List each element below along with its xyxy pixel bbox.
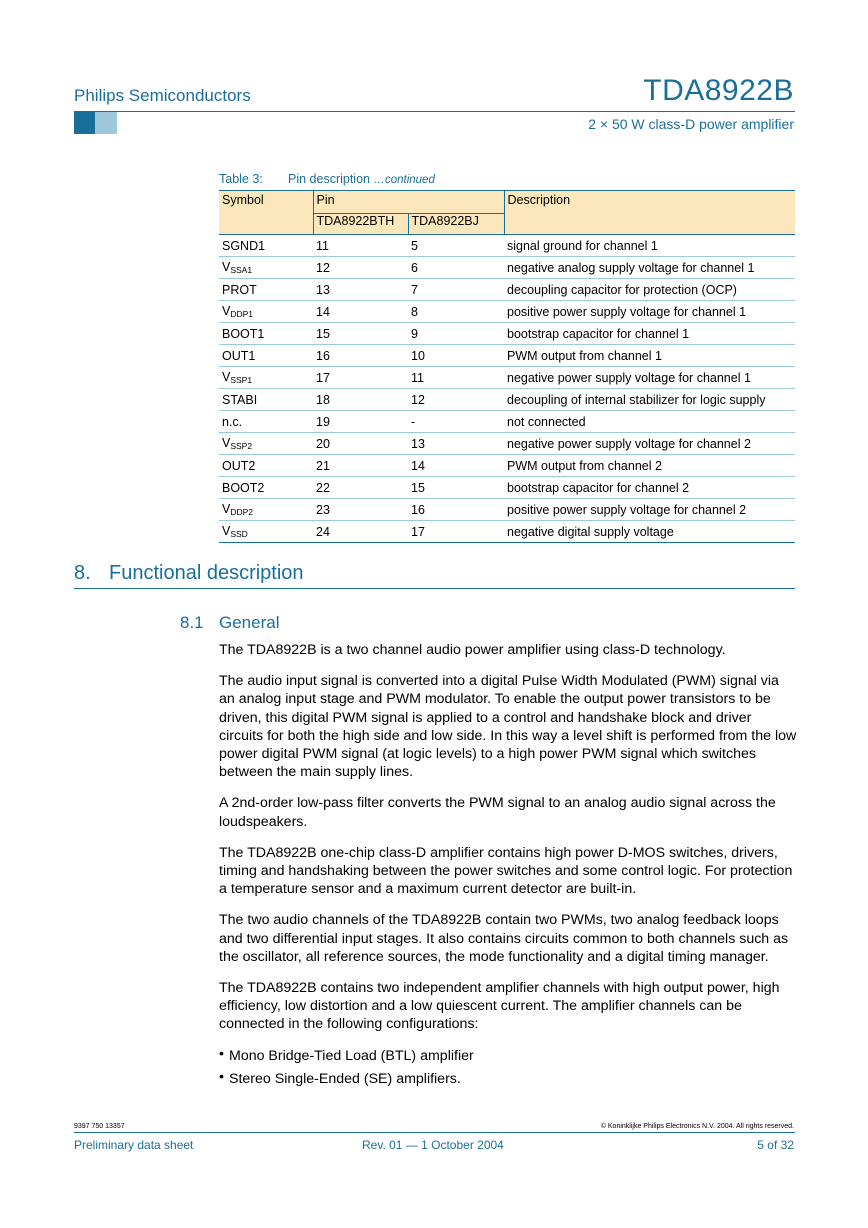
column-header-pin-tda8922bj: TDA8922BJ [408,214,504,235]
cell-description: negative analog supply voltage for channel 1 [504,257,795,279]
cell-pin-tda8922bth: 23 [313,499,408,521]
cell-description: decoupling capacitor for protection (OCP) [504,279,795,301]
table-row [219,235,795,257]
table-caption-number: Table 3: [219,172,263,186]
cell-pin-tda8922bj: 12 [408,389,504,411]
cell-symbol [219,323,313,345]
cell-symbol [219,235,313,257]
paragraph: A 2nd-order low-pass filter converts the PWM signal to an analog audio signal across the loudspeakers. [219,795,776,830]
cell-symbol [219,257,313,279]
body-text [219,641,797,1093]
cell-symbol [219,521,313,543]
header-divider [74,111,795,112]
cell-pin-tda8922bth: 21 [313,455,408,477]
cell-description: positive power supply voltage for channel 2 [504,499,795,521]
symbol-subscript: DDP2 [230,507,254,517]
table-row [219,279,795,301]
cell-symbol [219,389,313,411]
footer-revision: Rev. 01 — 1 October 2004 [362,1138,504,1152]
cell-description: positive power supply voltage for channel 1 [504,301,795,323]
table-row [219,389,795,411]
cell-pin-tda8922bth: 24 [313,521,408,543]
document-subtitle: 2 × 50 W class-D power amplifier [588,116,794,132]
table-row [219,521,795,543]
cell-description: PWM output from channel 2 [504,455,795,477]
cell-pin-tda8922bth: 13 [313,279,408,301]
symbol-text: V [222,370,231,384]
table-row [219,433,795,455]
table-row [219,301,795,323]
cell-pin-tda8922bj: 6 [408,257,504,279]
cell-pin-tda8922bj: 15 [408,477,504,499]
table-row [219,455,795,477]
symbol-subscript: SSD [230,529,248,539]
symbol-subscript: SSA1 [230,265,253,275]
column-header-description: Description [504,191,795,235]
symbol-text: OUT2 [222,458,256,473]
list-item-text: Stereo Single-Ended (SE) amplifiers. [229,1070,461,1087]
symbol-text: V [222,436,231,450]
section-number: 8. [74,562,91,584]
table-row [219,345,795,367]
list-item-text: Mono Bridge-Tied Load (BTL) amplifier [229,1047,474,1064]
cell-description: bootstrap capacitor for channel 2 [504,477,795,499]
cell-pin-tda8922bj: 10 [408,345,504,367]
cell-pin-tda8922bj: 5 [408,235,504,257]
table-row [219,257,795,279]
cell-pin-tda8922bth: 11 [313,235,408,257]
cell-symbol [219,279,313,301]
cell-pin-tda8922bj: - [408,411,504,433]
paragraph: The TDA8922B one-chip class-D amplifier contains high power D-MOS switches, drivers, timing and handshaking between the power switches and some control logic. For protection a temperature sensor and a maximum current detector are built-in. [219,844,793,898]
symbol-text: STABI [222,392,258,407]
cell-pin-tda8922bth: 18 [313,389,408,411]
cell-pin-tda8922bth: 12 [313,257,408,279]
cell-pin-tda8922bj: 9 [408,323,504,345]
bullet-icon: • [219,1068,224,1085]
symbol-text: SGND1 [222,238,266,253]
symbol-text: V [222,502,231,516]
cell-pin-tda8922bj: 14 [408,455,504,477]
footer-page-number: 5 of 32 [757,1138,794,1152]
header-logo-block-light [95,112,117,134]
cell-symbol [219,477,313,499]
cell-description: PWM output from channel 1 [504,345,795,367]
section-heading [74,562,304,585]
footer-document-type: Preliminary data sheet [74,1138,194,1152]
paragraph: The audio input signal is converted into a digital Pulse Width Modulated (PWM) signal via an analog input stage and PWM modulator. To enable the output power transistors to be driven, this digital PWM signal is applied to a control and handshake block and driver circuits for both the high side and low side. In this way a level shift is performed from the low power digital PWM signal (at logic levels) to a high power PWM signal which switches between the main supply lines. [219,673,797,781]
symbol-text: V [222,304,231,318]
table-caption-text: Pin description [288,172,374,186]
configuration-list [219,1047,797,1088]
cell-symbol [219,345,313,367]
symbol-text: PROT [222,282,257,297]
table-caption-continued: …continued [373,174,435,186]
cell-description: bootstrap capacitor for channel 1 [504,323,795,345]
pin-table-body [219,235,795,543]
table-row [219,477,795,499]
header-logo-block-dark [74,112,95,134]
cell-pin-tda8922bj: 16 [408,499,504,521]
symbol-text: BOOT2 [222,480,265,495]
bullet-icon: • [219,1045,224,1062]
cell-symbol [219,301,313,323]
cell-pin-tda8922bj: 7 [408,279,504,301]
symbol-subscript: SSP1 [230,375,253,385]
cell-pin-tda8922bth: 20 [313,433,408,455]
symbol-text: BOOT1 [222,326,265,341]
symbol-subscript: DDP1 [230,309,254,319]
cell-pin-tda8922bth: 22 [313,477,408,499]
cell-description: negative digital supply voltage [504,521,795,543]
symbol-text: OUT1 [222,348,256,363]
paragraph: The TDA8922B is a two channel audio power amplifier using class-D technology. [219,642,726,658]
table-row [219,323,795,345]
company-name: Philips Semiconductors [74,86,251,105]
cell-symbol [219,411,313,433]
subsection-number: 8.1 [180,613,204,632]
cell-pin-tda8922bj: 17 [408,521,504,543]
cell-symbol [219,499,313,521]
cell-pin-tda8922bj: 11 [408,367,504,389]
subsection-heading [180,613,279,633]
cell-symbol [219,367,313,389]
cell-pin-tda8922bj: 8 [408,301,504,323]
section-title: Functional description [109,562,304,584]
symbol-text: V [222,524,231,538]
column-header-symbol: Symbol [219,191,313,235]
cell-description: signal ground for channel 1 [504,235,795,257]
pin-description-table [219,190,795,543]
table-row [219,367,795,389]
table-caption [219,172,435,186]
copyright-notice: © Koninklijke Philips Electronics N.V. 2004. All rights reserved. [600,1123,794,1130]
column-header-pin-tda8922bth: TDA8922BTH [313,214,408,235]
document-title: TDA8922B [643,74,794,107]
cell-pin-tda8922bth: 15 [313,323,408,345]
cell-pin-tda8922bth: 14 [313,301,408,323]
list-item [219,1047,797,1065]
symbol-subscript: SSP2 [230,441,253,451]
cell-pin-tda8922bth: 16 [313,345,408,367]
cell-description: negative power supply voltage for channel 1 [504,367,795,389]
cell-symbol [219,455,313,477]
subsection-title: General [219,613,280,632]
paragraph: The two audio channels of the TDA8922B contain two PWMs, two analog feedback loops and two differential input stages. It also contains circuits common to both channels such as the oscillator, all reference sources, the mode functionality and a digital timing manager. [219,912,789,965]
list-item [219,1070,797,1088]
symbol-text: V [222,260,231,274]
footer-divider [74,1132,795,1133]
document-number: 9397 750 13357 [74,1123,125,1130]
symbol-text: n.c. [222,414,243,429]
cell-description: negative power supply voltage for channel 2 [504,433,795,455]
column-header-pin: Pin [313,191,504,214]
section-divider [74,588,795,589]
cell-description: decoupling of internal stabilizer for logic supply [504,389,795,411]
cell-pin-tda8922bth: 19 [313,411,408,433]
table-row [219,411,795,433]
cell-pin-tda8922bth: 17 [313,367,408,389]
table-row [219,499,795,521]
cell-pin-tda8922bj: 13 [408,433,504,455]
cell-symbol [219,433,313,455]
paragraph: The TDA8922B contains two independent amplifier channels with high output power, high efficiency, low distortion and a low quiescent current. The amplifier channels can be connected in the following configurations: [219,980,780,1033]
cell-description: not connected [504,411,795,433]
